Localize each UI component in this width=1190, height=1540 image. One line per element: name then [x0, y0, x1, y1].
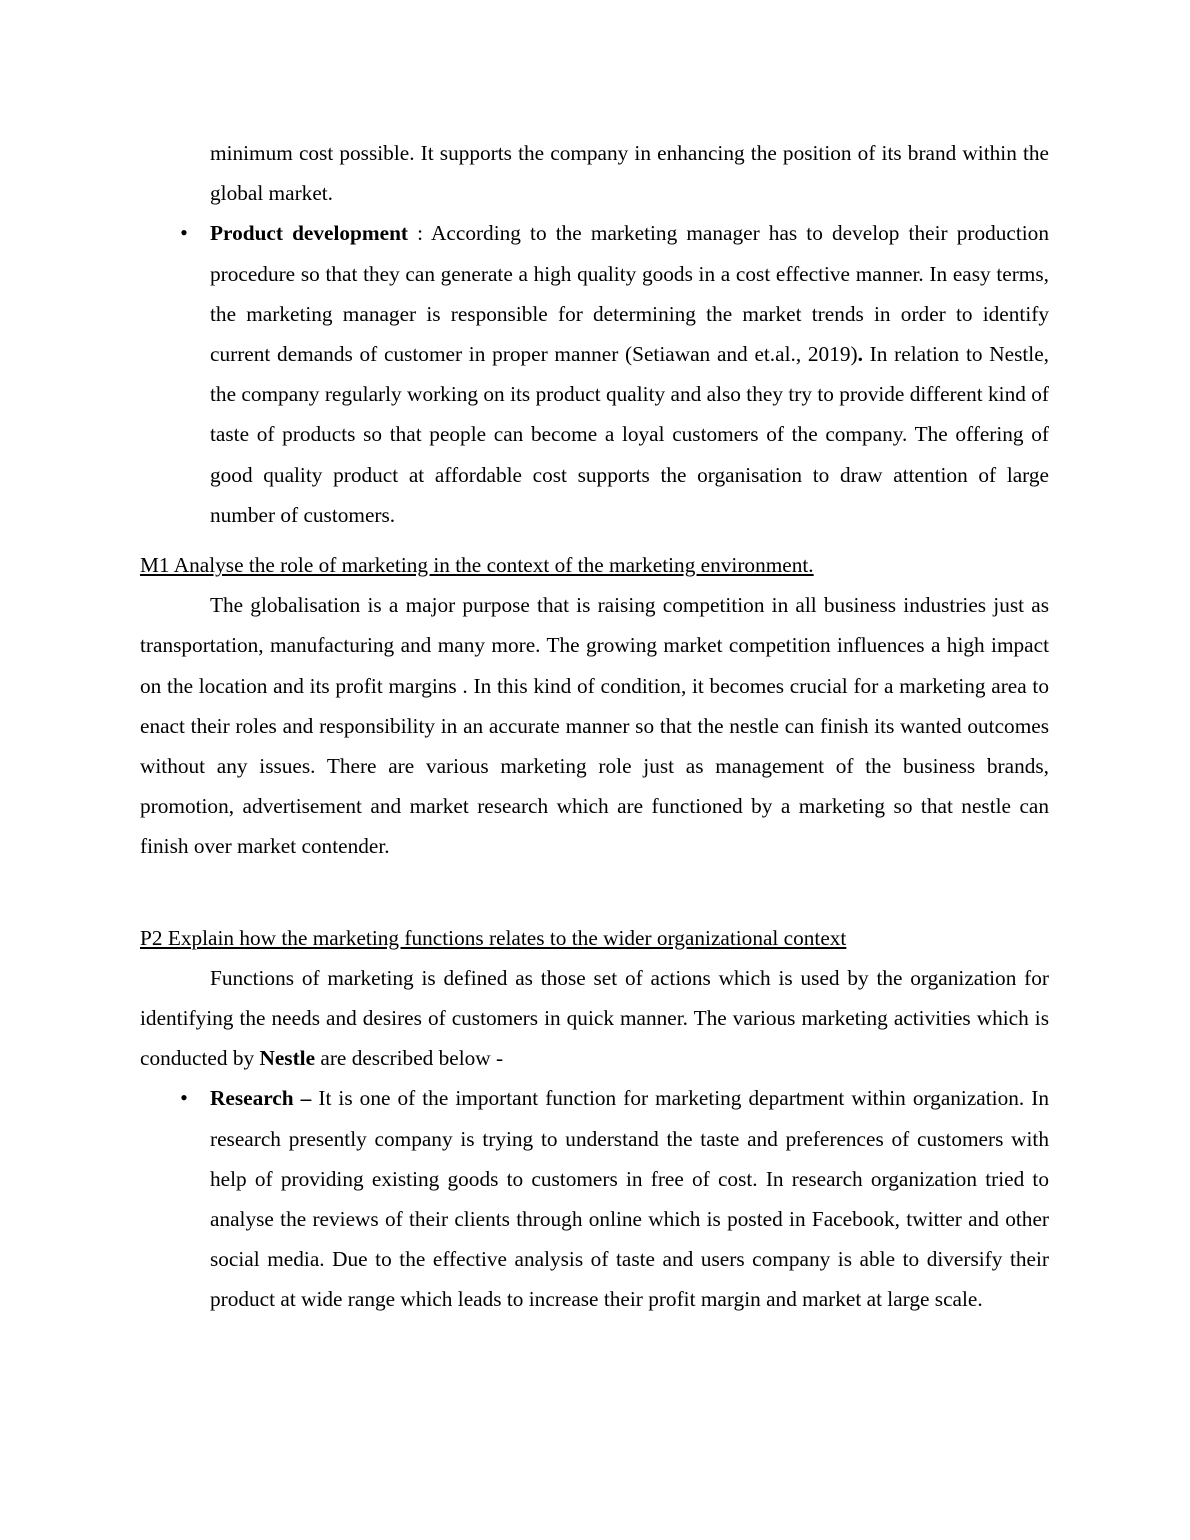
product-development-text-after: In relation to Nestle, the company regularly working on its product quality and also they try to provide different kind of taste of products so that people can become a loyal customers of the company. The offering of good quality product at affordable cost supports the organisation to draw attention of large number of customers. [210, 342, 1049, 527]
p2-heading-text: P2 Explain how the marketing functions relates to the wider organizational context [140, 925, 847, 950]
product-development-separator: : [408, 221, 424, 246]
research-text: It is one of the important function for marketing department within organization. In research presently company is trying to understand the taste and preferences of customers with help of providing existing goods to customers in free of cost. In research organization tried to analyse the reviews of their clients through online which is posted in Facebook, twitter and other social media. Due to the effective analysis of taste and users company is able to diversify their product at wide range which leads to increase their profit margin and market at large scale. [210, 1086, 1050, 1312]
p2-body-before: Functions of marketing is defined as those set of actions which is used by the organization for identifying the needs and desires of customers in quick manner. The various marketing activities which is conducted by [140, 965, 1049, 1071]
spacer [140, 535, 1049, 545]
product-development-period: . [857, 342, 863, 367]
m1-body-text: The globalisation is a major purpose that is raising competition in all business industries just as transportation, manufacturing and many more. The growing market competition influences a high impact on the location and its profit margins . In this kind of condition, it becomes crucial for a marketing area to enact their roles and responsibility in an accurate manner so that the nestle can finish its wanted outcomes without any issues. There are various marketing role just as management of the business brands, promotion, advertisement and market research which are functioned by a marketing so that nestle can finish over market contender. [140, 593, 1049, 859]
p2-body [140, 958, 1049, 1079]
bullet-product-development [180, 213, 1049, 535]
continuation-text: minimum cost possible. It supports the company in enhancing the position of its brand within the global market. [210, 141, 1049, 206]
product-development-text: According to the marketing manager has to develop their production procedure so that they can generate a high quality goods in a cost effective manner. In easy terms, the marketing manager is responsible for determining the market trends in order to identify current demands of customer in proper manner (Setiawan and et.al., 2019) [210, 221, 1049, 367]
m1-heading [140, 545, 1049, 585]
m1-heading-text: M1 Analyse the role of marketing in the context of the marketing environment. [140, 553, 814, 578]
p2-heading [140, 918, 1049, 958]
research-title: Research – [210, 1086, 312, 1111]
bullet-research [180, 1078, 1050, 1319]
m1-body [140, 585, 1049, 866]
bullet-dot-icon: • [180, 220, 188, 246]
p2-body-bold: Nestle [259, 1046, 316, 1071]
continuation-paragraph [210, 133, 1049, 213]
product-development-title: Product development [210, 221, 409, 246]
spacer [140, 867, 1049, 918]
document-page [140, 133, 1049, 1320]
p2-body-after: are described below - [315, 1046, 504, 1071]
bullet-dot-icon: • [180, 1085, 188, 1111]
